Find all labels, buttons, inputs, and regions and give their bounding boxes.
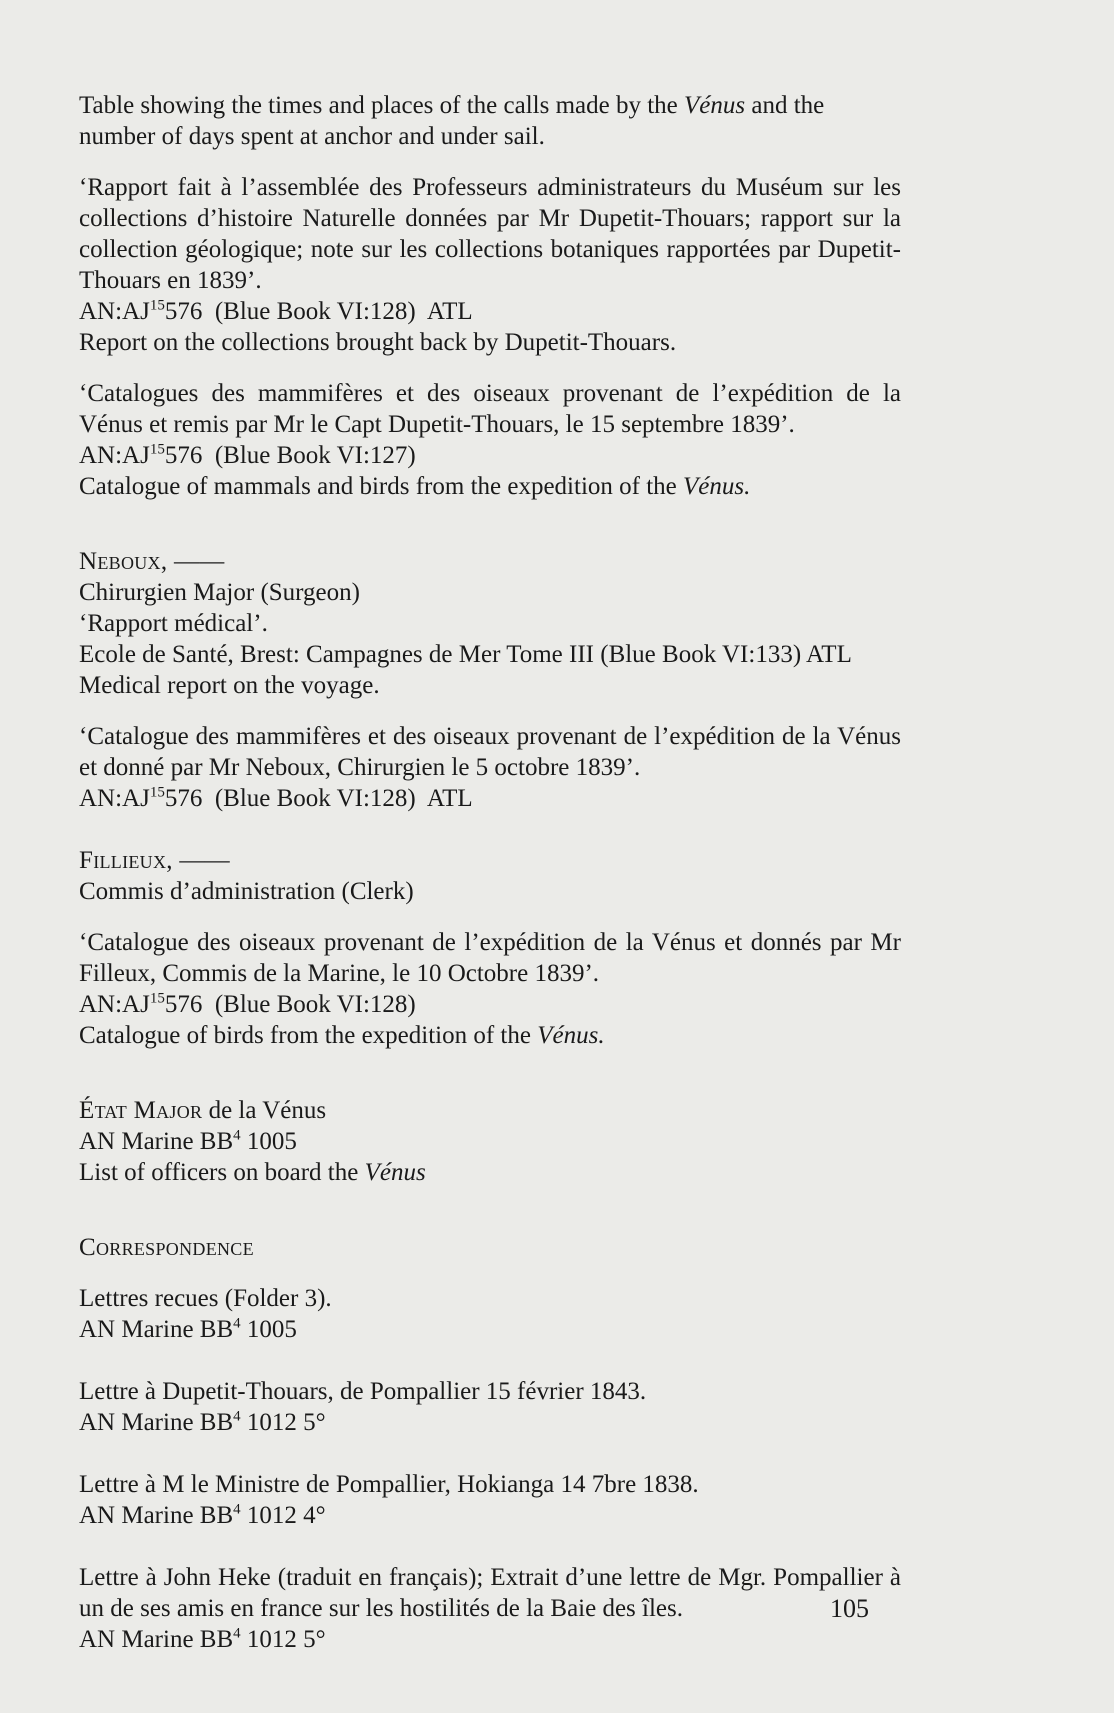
role: Chirurgien Major (Surgeon) [79, 579, 360, 606]
letter-title: Lettre à M le Ministre de Pompallier, Hokianga 14 7bre 1838. [79, 1471, 699, 1498]
ship-name: Vénus. [537, 1022, 605, 1049]
letter-title: Lettres recues (Folder 3). [79, 1285, 332, 1312]
archive-reference: AN Marine $BB^4$ 1005 [79, 1315, 297, 1343]
letter-title: Lettre à John Heke (traduit en français); Extrait d’une lettre de Mgr. Pompallier à un de ses amis en france sur les hostilités de la Baie des îles. [79, 1564, 901, 1622]
ship-name: Vénus [364, 1159, 426, 1186]
correspondence-entry [79, 1469, 901, 1531]
rapport-title: ‘Rapport fait à l’assemblée des Professeurs administrateurs du Muséum sur les collections d’histoire Naturelle données par Mr Dupetit-Thouars; rapport sur la collection géologique; note sur les collections botaniques rapportées par Dupetit-Thouars en 1839’. [79, 174, 901, 294]
archive-reference: AN:AJ$^{15}$576 (Blue Book VI:127) [79, 441, 416, 469]
letter-title: Lettre à Dupetit-Thouars, de Pompallier 15 février 1843. [79, 1378, 647, 1405]
rapport-description: Report on the collections brought back by Dupetit-Thouars. [79, 329, 677, 356]
archive-reference: AN Marine $BB^4$ 1005 [79, 1127, 297, 1155]
catalogue-description: Catalogue of birds from the expedition of the Vénus. [79, 1022, 605, 1049]
archive-reference: AN:AJ$^{15}$576 (Blue Book VI:128) ATL [79, 784, 473, 812]
ship-name: Vénus [684, 92, 746, 119]
table-description-line [79, 90, 901, 121]
correspondence-entry [79, 1283, 901, 1345]
archive-source: Ecole de Santé, Brest: Campagnes de Mer Tome III (Blue Book VI:133) ATL [79, 641, 852, 668]
catalogue-description: Catalogue of mammals and birds from the expedition of the Vénus. [79, 473, 751, 500]
archive-reference: AN Marine $BB^4$ 1012 5° [79, 1408, 326, 1436]
section-heading-neboux: Neboux, —— [79, 548, 225, 575]
correspondence-entry [79, 1376, 901, 1438]
archive-reference: AN:AJ$^{15}$576 (Blue Book VI:128) [79, 990, 416, 1018]
section-heading-fillieux: Fillieux, —— [79, 847, 230, 874]
page-content [79, 90, 901, 1655]
catalogue-title: ‘Catalogue des oiseaux provenant de l’expédition de la Vénus et donnés par Mr Filleux, Commis de la Marine, le 10 Octobre 1839’. [79, 929, 901, 987]
description: Medical report on the voyage. [79, 672, 380, 699]
page-number: 105 [830, 1594, 869, 1623]
text: and the [751, 92, 825, 119]
role: Commis d’administration (Clerk) [79, 878, 414, 905]
archive-reference: AN Marine $BB^4$ 1012 5° [79, 1625, 326, 1653]
catalogue-title: ‘Catalogues des mammifères et des oiseaux provenant de l’expédition de la Vénus et remis par Mr le Capt Dupetit-Thouars, le 15 septembre 1839’. [79, 380, 901, 438]
correspondence-entry [79, 1562, 901, 1655]
ship-name: Vénus. [683, 473, 751, 500]
catalogue-title: ‘Catalogue des mammifères et des oiseaux provenant de l’expédition de la Vénus et donné par Mr Neboux, Chirurgien le 5 octobre 1839’. [79, 723, 901, 781]
archive-reference: AN Marine $BB^4$ 1012 4° [79, 1501, 326, 1529]
section-heading-correspondence: Correspondence [79, 1234, 254, 1261]
description: List of officers on board the Vénus [79, 1159, 426, 1186]
text: Table showing the times and places of the calls made by the [79, 92, 678, 119]
table-description-line-2: number of days spent at anchor and under sail. [79, 123, 545, 150]
rapport-title: ‘Rapport médical’. [79, 610, 268, 637]
section-heading-etat-major: État Major de la Vénus [79, 1097, 327, 1124]
archive-reference: AN:AJ$^{15}$576 (Blue Book VI:128) ATL [79, 297, 473, 325]
